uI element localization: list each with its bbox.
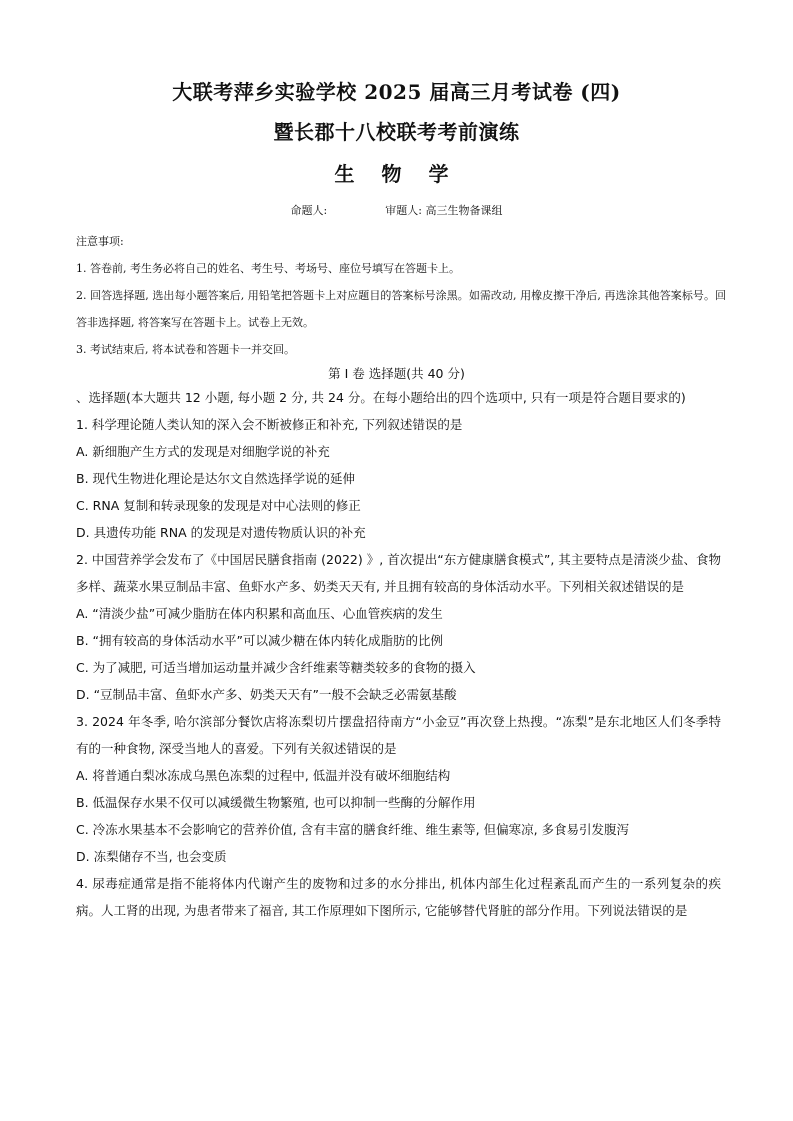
question-stem: 1. 科学理论随人类认知的深入会不断被修正和补充, 下列叙述错误的是 — [76, 417, 463, 432]
question-option: B. 低温保存水果不仅可以减缓微生物繁殖, 也可以抑制一些酶的分解作用 — [76, 795, 476, 810]
subject-title: 生 物 学 — [334, 162, 459, 186]
exam-subtitle: 暨长郡十八校联考考前演练 — [273, 120, 520, 144]
section-title: 第 I 卷 选择题(共 40 分) — [328, 366, 465, 381]
question-option: A. 新细胞产生方式的发现是对细胞学说的补充 — [76, 444, 330, 459]
question-option: C. 为了减肥, 可适当增加运动量并减少含纤维素等糖类较多的食物的摄入 — [76, 660, 476, 675]
question-option: D. “豆制品丰富、鱼虾水产多、奶类天天有”一般不会缺乏必需氨基酸 — [76, 687, 457, 702]
note-item: 2. 回答选择题, 选出每小题答案后, 用铅笔把答题卡上对应题目的答案标号涂黑。如需改动, 用橡皮擦干净后, 再选涂其他答案标号。回答非选择题, 将答案写在答题卡上。试卷上无效。 — [76, 289, 726, 329]
notes-heading: 注意事项: — [76, 235, 124, 248]
questions-area — [76, 384, 721, 924]
question-option: A. 将普通白梨冰冻成乌黑色冻梨的过程中, 低温并没有破坏细胞结构 — [76, 768, 451, 783]
note-item: 3. 考试结束后, 将本试卷和答题卡一并交回。 — [76, 343, 295, 356]
reviewer-label: 审题人: 高三生物备课组 — [385, 204, 503, 217]
authors-line — [0, 202, 793, 218]
question-stem: 2. 中国营养学会发布了《中国居民膳食指南 (2022) 》, 首次提出“东方健康膳食模式”, 其主要特点是清淡少盐、食物多样、蔬菜水果豆制品丰富、鱼虾水产多、奶类天天有, 并且拥有较高的身体活动水平。下列相关叙述错误的是 — [76, 552, 721, 594]
question-option: B. 现代生物进化理论是达尔文自然选择学说的延伸 — [76, 471, 356, 486]
exam-title: 大联考萍乡实验学校 2025 届高三月考试卷 (四) — [172, 80, 621, 104]
question-stem: 3. 2024 年冬季, 哈尔滨部分餐饮店将冻梨切片摆盘招待南方“小金豆”再次登上热搜。“冻梨”是东北地区人们冬季特有的一种食物, 深受当地人的喜爱。下列有关叙述错误的是 — [76, 714, 721, 756]
question-option: C. 冷冻水果基本不会影响它的营养价值, 含有丰富的膳食纤维、维生素等, 但偏寒凉, 多食易引发腹泻 — [76, 822, 630, 837]
question-option: D. 具遗传功能 RNA 的发现是对遗传物质认识的补充 — [76, 525, 366, 540]
section-intro: 、选择题(本大题共 12 小题, 每小题 2 分, 共 24 分。在每小题给出的四个选项中, 只有一项是符合题目要求的) — [76, 390, 686, 405]
proposer-label: 命题人: — [290, 204, 328, 217]
note-item: 1. 答卷前, 考生务必将自己的姓名、考生号、考场号、座位号填写在答题卡上。 — [76, 262, 460, 275]
exam-notes — [76, 228, 726, 363]
question-option: B. “拥有较高的身体活动水平”可以减少糖在体内转化成脂肪的比例 — [76, 633, 443, 648]
question-option: A. “清淡少盐”可减少脂肪在体内积累和高血压、心血管疾病的发生 — [76, 606, 443, 621]
question-option: D. 冻梨储存不当, 也会变质 — [76, 849, 227, 864]
question-option: C. RNA 复制和转录现象的发现是对中心法则的修正 — [76, 498, 361, 513]
question-stem: 4. 尿毒症通常是指不能将体内代谢产生的废物和过多的水分排出, 机体内部生化过程紊乱而产生的一系列复杂的疾病。人工肾的出现, 为患者带来了福音, 其工作原理如下图所示, 它能够替代肾脏的部分作用。下列说法错误的是 — [76, 876, 721, 918]
